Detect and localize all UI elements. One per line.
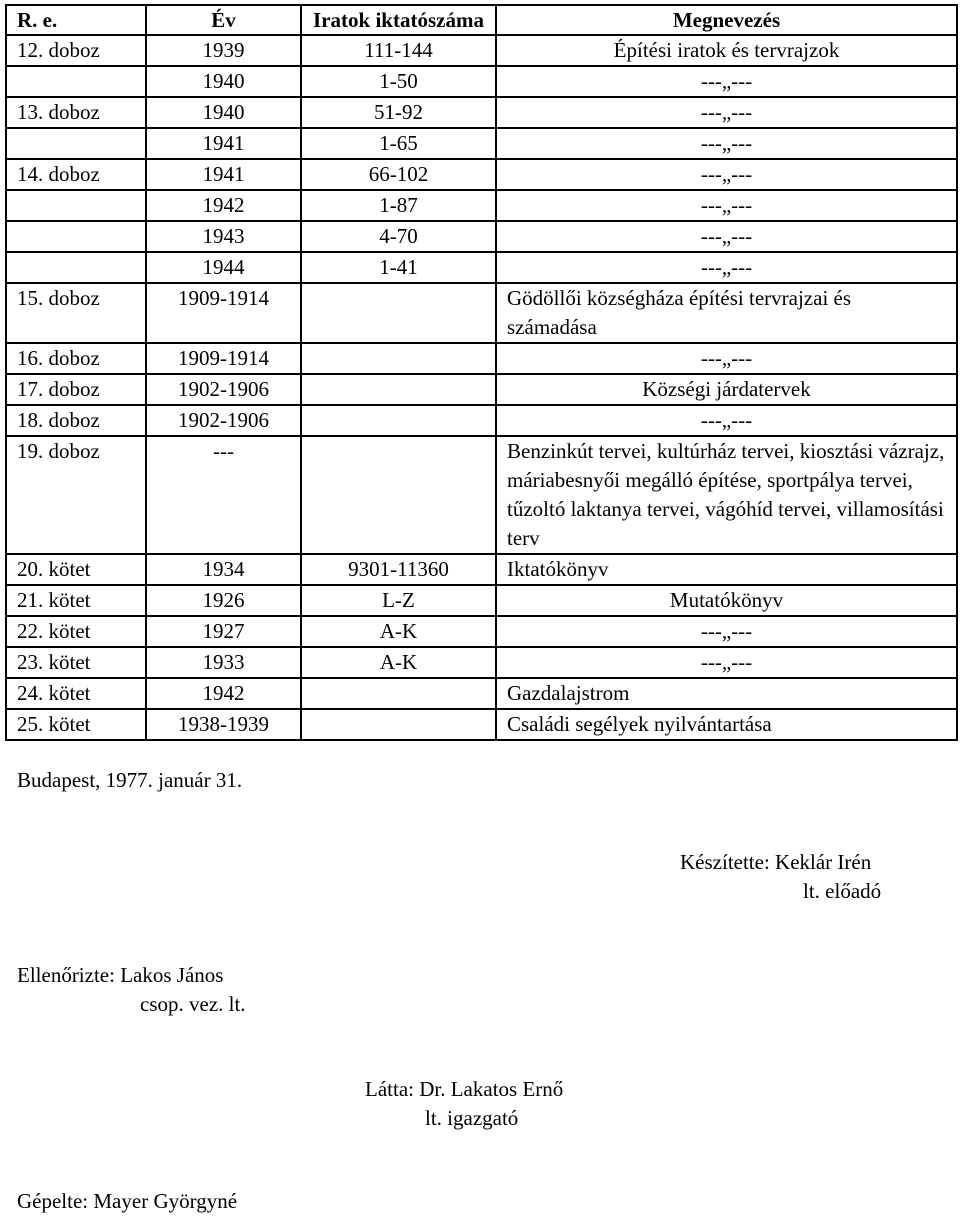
cell-ev: 1938-1939 — [146, 709, 301, 740]
cell-iktatoszam: 1-41 — [301, 252, 496, 283]
table-row — [6, 678, 957, 709]
cell-megnevezes: Építési iratok és tervrajzok — [496, 35, 957, 66]
cell-iktatoszam: 4-70 — [301, 221, 496, 252]
table-row — [6, 35, 957, 66]
table-row — [6, 283, 957, 343]
seen-by: Látta: Dr. Lakatos Ernő — [365, 1077, 564, 1101]
cell-ev: 1939 — [146, 35, 301, 66]
header-row — [6, 5, 957, 35]
cell-re — [6, 128, 146, 159]
cell-re: 23. kötet — [6, 647, 146, 678]
table-row — [6, 405, 957, 436]
place-date: Budapest, 1977. január 31. — [17, 768, 243, 792]
cell-re: 19. doboz — [6, 436, 146, 554]
cell-re: 21. kötet — [6, 585, 146, 616]
cell-iktatoszam — [301, 709, 496, 740]
header-megnevezes: Megnevezés — [496, 5, 957, 35]
cell-megnevezes: ---„--- — [496, 66, 957, 97]
cell-megnevezes: Gazdalajstrom — [496, 678, 957, 709]
cell-re — [6, 66, 146, 97]
cell-megnevezes: Községi járdatervek — [496, 374, 957, 405]
cell-ev: 1902-1906 — [146, 405, 301, 436]
cell-megnevezes: Családi segélyek nyilvántartása — [496, 709, 957, 740]
cell-megnevezes: ---„--- — [496, 190, 957, 221]
cell-ev: 1941 — [146, 159, 301, 190]
typed-by: Gépelte: Mayer Györgyné — [17, 1189, 238, 1213]
cell-re — [6, 190, 146, 221]
cell-re: 22. kötet — [6, 616, 146, 647]
seen-title: lt. igazgató — [425, 1106, 519, 1130]
cell-iktatoszam — [301, 343, 496, 374]
cell-re: 13. doboz — [6, 97, 146, 128]
cell-iktatoszam: 9301-11360 — [301, 554, 496, 585]
cell-re: 12. doboz — [6, 35, 146, 66]
cell-iktatoszam: 1-87 — [301, 190, 496, 221]
cell-iktatoszam: 1-65 — [301, 128, 496, 159]
cell-ev: 1942 — [146, 190, 301, 221]
cell-ev: 1926 — [146, 585, 301, 616]
cell-iktatoszam — [301, 283, 496, 343]
cell-megnevezes: ---„--- — [496, 221, 957, 252]
cell-iktatoszam: L-Z — [301, 585, 496, 616]
cell-megnevezes: ---„--- — [496, 647, 957, 678]
cell-iktatoszam: 111-144 — [301, 35, 496, 66]
table-row — [6, 128, 957, 159]
cell-ev: 1909-1914 — [146, 343, 301, 374]
cell-iktatoszam: 1-50 — [301, 66, 496, 97]
cell-iktatoszam: A-K — [301, 647, 496, 678]
cell-ev: 1927 — [146, 616, 301, 647]
header-r-e: R. e. — [6, 5, 146, 35]
cell-ev: 1902-1906 — [146, 374, 301, 405]
cell-megnevezes: ---„--- — [496, 128, 957, 159]
table-row — [6, 436, 957, 554]
table-row — [6, 709, 957, 740]
cell-ev: 1909-1914 — [146, 283, 301, 343]
cell-megnevezes: ---„--- — [496, 616, 957, 647]
cell-re: 17. doboz — [6, 374, 146, 405]
cell-iktatoszam — [301, 678, 496, 709]
cell-megnevezes: Mutatókönyv — [496, 585, 957, 616]
cell-re: 20. kötet — [6, 554, 146, 585]
cell-re: 24. kötet — [6, 678, 146, 709]
checked-by: Ellenőrizte: Lakos János — [17, 963, 224, 987]
cell-megnevezes: Iktatókönyv — [496, 554, 957, 585]
cell-megnevezes: ---„--- — [496, 405, 957, 436]
cell-megnevezes: ---„--- — [496, 97, 957, 128]
cell-ev: 1941 — [146, 128, 301, 159]
cell-iktatoszam — [301, 436, 496, 554]
cell-re: 14. doboz — [6, 159, 146, 190]
cell-re: 16. doboz — [6, 343, 146, 374]
table-row — [6, 554, 957, 585]
prepared-by: Készítette: Keklár Irén — [680, 850, 872, 874]
register-table — [5, 4, 958, 741]
checked-title: csop. vez. lt. — [140, 992, 246, 1016]
header-iratok: Iratok iktatószáma — [301, 5, 496, 35]
cell-ev: 1934 — [146, 554, 301, 585]
cell-ev: --- — [146, 436, 301, 554]
cell-megnevezes: ---„--- — [496, 343, 957, 374]
table-row — [6, 374, 957, 405]
cell-re: 25. kötet — [6, 709, 146, 740]
table-row — [6, 647, 957, 678]
cell-re: 15. doboz — [6, 283, 146, 343]
cell-re — [6, 252, 146, 283]
cell-iktatoszam: 51-92 — [301, 97, 496, 128]
cell-re: 18. doboz — [6, 405, 146, 436]
table-row — [6, 221, 957, 252]
prepared-title: lt. előadó — [803, 879, 882, 903]
cell-ev: 1940 — [146, 97, 301, 128]
table-row — [6, 616, 957, 647]
header-ev: Év — [146, 5, 301, 35]
table-body — [6, 35, 957, 740]
cell-megnevezes: Benzinkút tervei, kultúrház tervei, kiosztási vázrajz, máriabesnyői megálló építése, sportpálya tervei, tűzoltó laktanya tervei, vágóhíd tervei, villamosítási terv — [496, 436, 957, 554]
cell-ev: 1943 — [146, 221, 301, 252]
cell-iktatoszam: 66-102 — [301, 159, 496, 190]
table-row — [6, 343, 957, 374]
cell-ev: 1940 — [146, 66, 301, 97]
cell-re — [6, 221, 146, 252]
table-row — [6, 252, 957, 283]
table-row — [6, 66, 957, 97]
cell-megnevezes: Gödöllői községháza építési tervrajzai és számadása — [496, 283, 957, 343]
cell-megnevezes: ---„--- — [496, 159, 957, 190]
cell-megnevezes: ---„--- — [496, 252, 957, 283]
table-row — [6, 159, 957, 190]
table-row — [6, 97, 957, 128]
cell-ev: 1944 — [146, 252, 301, 283]
table-row — [6, 585, 957, 616]
cell-iktatoszam: A-K — [301, 616, 496, 647]
cell-ev: 1942 — [146, 678, 301, 709]
cell-iktatoszam — [301, 405, 496, 436]
table-row — [6, 190, 957, 221]
cell-ev: 1933 — [146, 647, 301, 678]
cell-iktatoszam — [301, 374, 496, 405]
